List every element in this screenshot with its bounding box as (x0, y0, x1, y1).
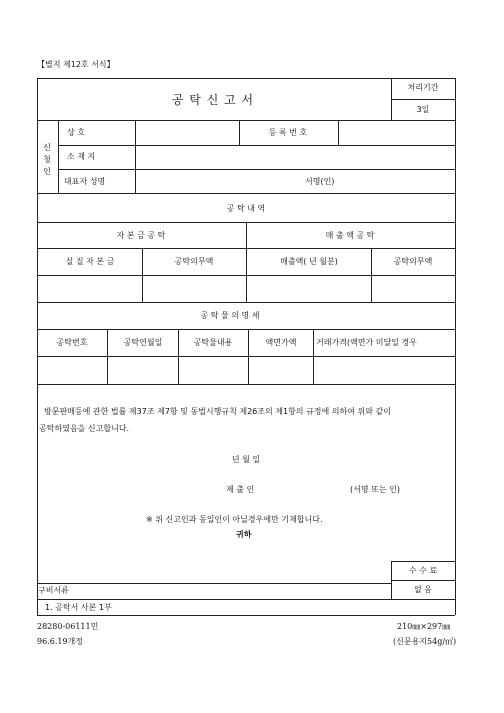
sign-or-seal-label: (서명 또는 인) (350, 485, 400, 494)
required-documents-label: 구비서류 (38, 586, 69, 595)
form-title: 공 탁 신 고 서 (171, 93, 255, 107)
processing-period-value: 3일 (416, 105, 430, 114)
note-text: ※ 위 신고인과 동일인이 아닐경우에만 기재합니다. (146, 515, 323, 524)
addressee-label: 귀하 (236, 530, 252, 539)
processing-period-label: 처리기간 (407, 83, 439, 92)
capital-deposit-label: 자 본 금 공 탁 (116, 231, 166, 240)
declaration-text-line-1: 방문판매등에 관한 법률 제37조 제7항 및 동법시행규칙 제26조의 제1항의 규정에 의하여 위와 같이 (44, 407, 391, 416)
trade-name-label: 상 호 (67, 128, 85, 137)
column-face-value: 액면가액 (265, 338, 297, 347)
sales-amount-label: 매출액( 년 월분) (280, 257, 338, 266)
applicant-side-label-1: 신 (43, 143, 51, 152)
paper-type: (신문용지54g/㎡) (393, 637, 457, 646)
sales-deposit-label: 매 출 액 공 탁 (325, 231, 375, 240)
form-number-label: 【별지 제12호 서식】 (37, 60, 115, 69)
deposit-items-heading: 공 탁 물 의 명 세 (200, 311, 260, 320)
address-label: 소 재 지 (67, 152, 96, 161)
registration-number-label: 등 록 번 호 (268, 128, 308, 137)
applicant-side-label-3: 인 (43, 167, 51, 176)
deposit-details-heading: 공 탁 내 역 (226, 204, 266, 213)
declaration-text-line-2: 공탁하였음을 신고합니다. (39, 424, 130, 433)
column-deposit-date: 공탁연월일 (123, 338, 163, 347)
paid-capital-label: 실 질 자 본 금 (65, 257, 115, 266)
representative-label: 대표자 성명 (64, 177, 106, 186)
capital-deposit-obligation-label: 공탁의무액 (174, 257, 214, 266)
form-code: 28280-06111민 (37, 622, 99, 631)
fee-label: 수 수 료 (408, 566, 438, 575)
signature-label: 서명(인) (305, 177, 335, 186)
column-deposit-contents: 공탁물내용 (193, 338, 233, 347)
paper-size: 210㎜×297㎜ (397, 622, 451, 631)
date-line: 년 월 일 (231, 455, 261, 464)
revision-date: 96.6.19개정 (37, 637, 83, 646)
column-transaction-price: 거래가격(액면가 미달일 경우 (316, 338, 417, 347)
sales-deposit-obligation-label: 공탁의무액 (393, 257, 433, 266)
submitter-label: 제 출 인 (226, 485, 255, 494)
fee-value: 없 음 (414, 585, 432, 594)
applicant-side-label-2: 청 (43, 155, 51, 164)
required-document-item: 1. 공탁서 사본 1부 (45, 603, 112, 612)
column-deposit-number: 공탁번호 (56, 338, 88, 347)
